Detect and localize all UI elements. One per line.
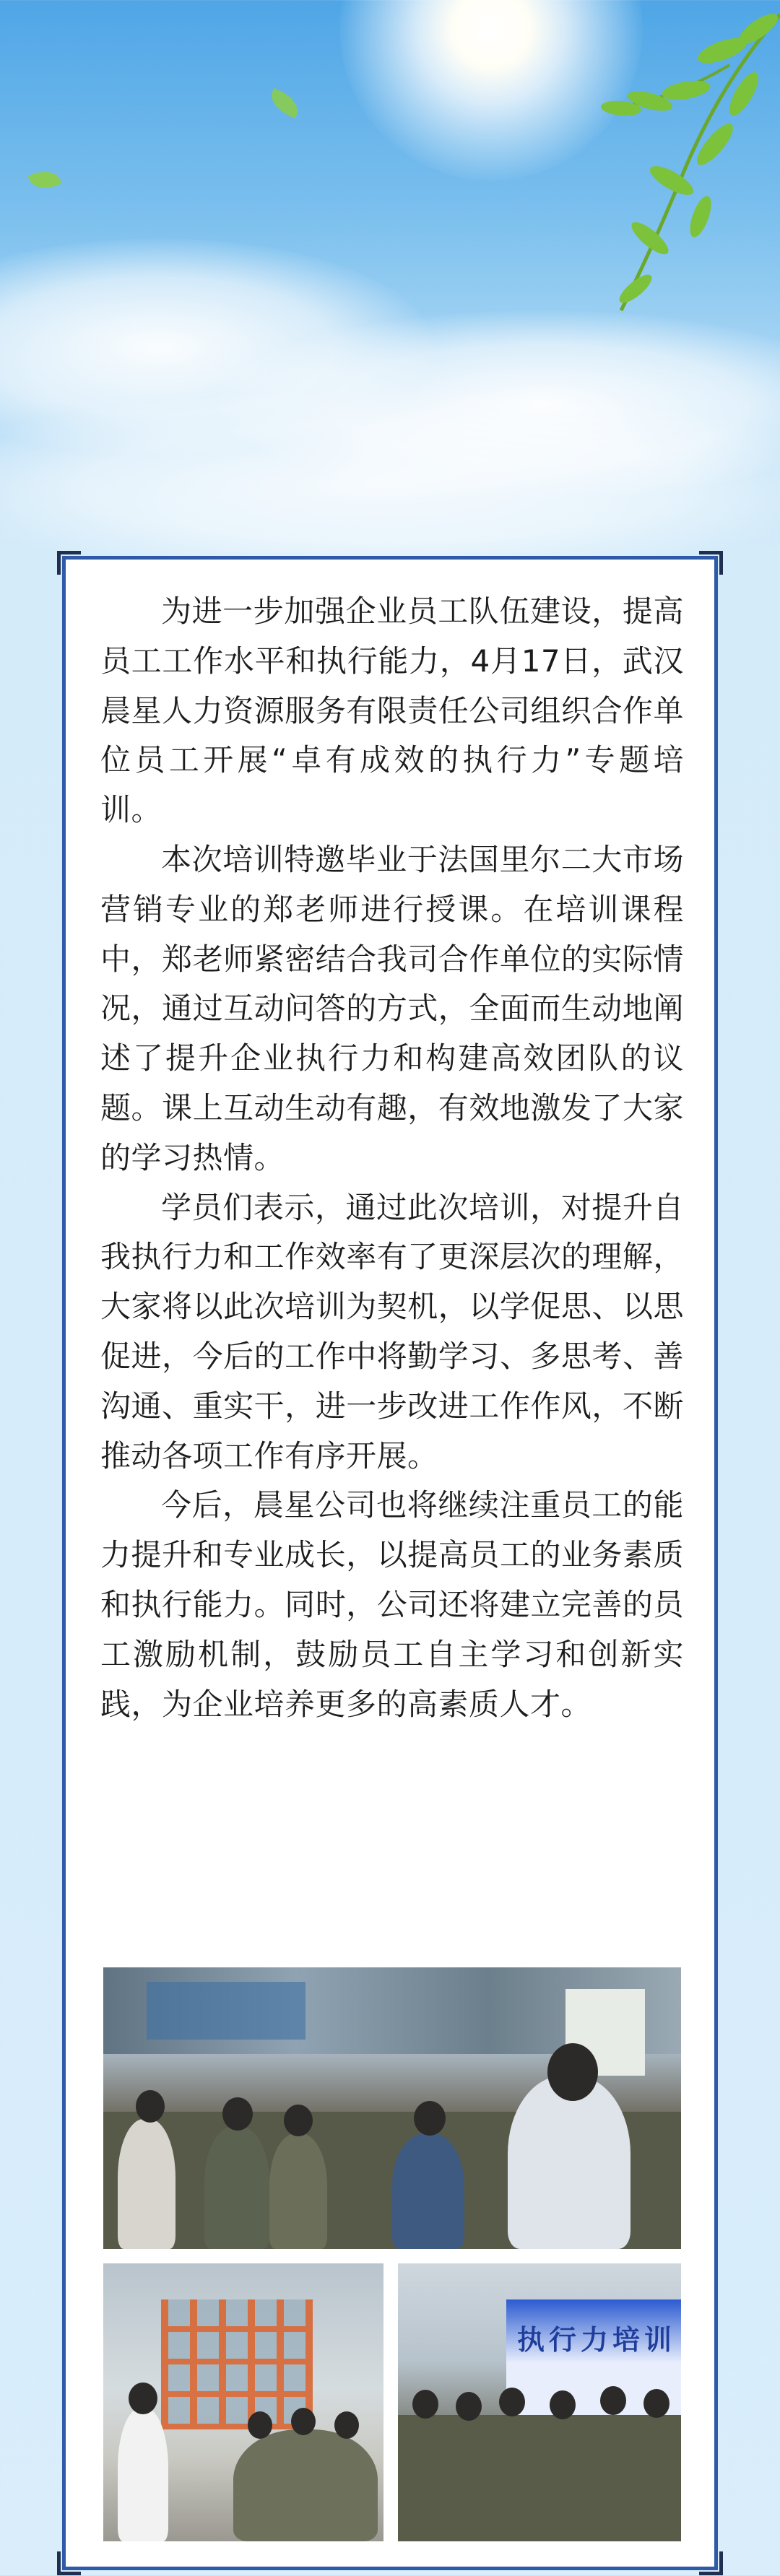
training-group-photo <box>398 2263 681 2541</box>
warehouse-demo-photo <box>103 2263 384 2541</box>
cloud <box>0 390 780 578</box>
article-paragraph: 今后，晨星公司也将继续注重员工的能力提升和专业成长，以提高员工的业务素质和执行能力。同时，公司还将建立完善的员工激励机制，鼓励员工自主学习和创新实践，为企业培养更多的高素质人才。 <box>100 1487 684 1722</box>
banner-text: 执行力培训 <box>517 2324 677 2356</box>
floating-leaf-icon <box>266 88 303 118</box>
corner-mark <box>57 551 81 575</box>
article-paragraph: 为进一步加强企业员工队伍建设，提高员工工作水平和执行能力，4月17日，武汉晨星人力资源服务有限责任公司组织合作单位员工开展“卓有成效的执行力”专题培训。 <box>100 593 684 828</box>
leafy-branch-icon <box>542 0 780 332</box>
corner-mark <box>699 2551 723 2575</box>
floating-leaf-icon <box>28 166 61 193</box>
article-body <box>100 587 684 1729</box>
corner-mark <box>57 2551 81 2575</box>
corner-mark <box>699 551 723 575</box>
article-card <box>62 556 718 2570</box>
training-classroom-photo <box>103 1967 681 2249</box>
article-paragraph: 学员们表示，通过此次培训，对提升自我执行力和工作效率有了更深层次的理解，大家将以此次培训为契机，以学促思、以思促进，今后的工作中将勤学习、多思考、善沟通、重实干，进一步改进工作作风，不断推动各项工作有序开展。 <box>100 1189 684 1474</box>
article-paragraph: 本次培训特邀毕业于法国里尔二大市场营销专业的郑老师进行授课。在培训课程中，郑老师紧密结合我司合作单位的实际情况，通过互动问答的方式，全面而生动地阐述了提升企业执行力和构建高效团队的议题。课上互动生动有趣，有效地激发了大家的学习热情。 <box>100 841 684 1175</box>
